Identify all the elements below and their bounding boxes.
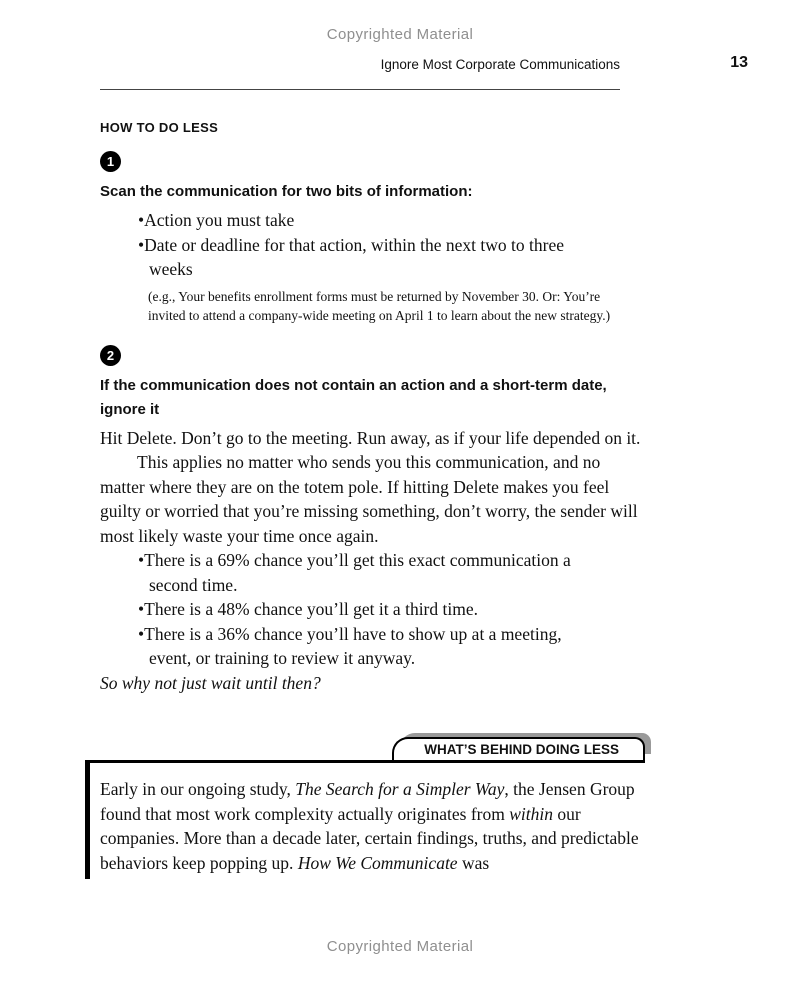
callout-paragraph-segment: was <box>457 852 490 873</box>
step-2-bullet-1 <box>138 548 608 597</box>
copyright-notice-bottom: Copyrighted Material <box>326 938 474 955</box>
step-2-bullet-3-text: There is a 36% chance you’ll have to show up at a meeting, event, or training to review it anyway. <box>144 623 562 668</box>
step-2-bullet-2-text: There is a 48% chance you’ll get it a third time. <box>144 599 478 619</box>
step-1-title: Scan the communication for two bits of information: <box>100 183 473 200</box>
bullet-marker: • <box>138 623 145 644</box>
step-1-bullet-1 <box>138 208 608 233</box>
callout-paragraph-segment: our companies. More than a decade later, certain findings, truths, and predictable behaviors keep popping up. <box>100 803 639 873</box>
callout-tab-label: WHAT’S BEHIND DOING LESS <box>424 742 619 757</box>
section-heading-how-to-do-less: HOW TO DO LESS <box>100 120 219 135</box>
main-content <box>100 120 660 879</box>
step-1-example-note: (e.g., Your benefits enrollment forms must be returned by November 30. Or: You’re invited to attend a company-wide meeting on April 1 to learn about the new strategy.) <box>148 288 611 323</box>
step-2-closing-question: So why not just wait until then? <box>100 672 321 693</box>
header-rule <box>100 89 620 90</box>
running-header-title: Ignore Most Corporate Communications <box>380 57 620 72</box>
callout-paragraph-segment: Early in our ongoing study, <box>100 779 296 799</box>
step-1-bullet-2 <box>138 233 608 282</box>
step-2-number: 2 <box>106 347 115 363</box>
callout-paragraph-segment: , the Jensen Group found that most work complexity actually originates from <box>100 779 635 824</box>
step-2-bullet-1-text: There is a 69% chance you’ll get this exact communication a second time. <box>144 550 571 595</box>
bullet-marker: • <box>138 599 145 619</box>
callout-tab <box>392 737 645 760</box>
step-2-bullet-3 <box>138 622 608 671</box>
copyright-notice-top: Copyrighted Material <box>326 26 474 43</box>
book-title-italic: The Search for a Simpler Way <box>295 779 505 799</box>
step-1-bullet-2-text: Date or deadline for that action, within the next two to three weeks <box>144 234 565 279</box>
step-1-badge <box>100 151 121 172</box>
bullet-marker: • <box>138 234 145 255</box>
study-title-italic: How We Communicate <box>297 852 458 873</box>
bullet-marker: • <box>138 210 145 230</box>
emphasis-italic: within <box>509 803 553 824</box>
step-2-bullet-2 <box>138 597 608 622</box>
page-number: 13 <box>730 54 748 71</box>
bullet-marker: • <box>138 550 145 570</box>
step-1-bullet-1-text: Action you must take <box>144 210 295 230</box>
callout-body <box>85 763 645 879</box>
callout-tab-row <box>85 737 645 763</box>
step-2-paragraph-2: This applies no matter who sends you this communication, and no matter where they are on the totem pole. If hitting Delete makes you feel guilty or worried that you’re missing something, don’t worry, the sender will most likely waste your time once again. <box>100 452 638 546</box>
step-2-badge <box>100 345 121 366</box>
step-2-title: If the communication does not contain an action and a short-term date, ignore it <box>100 376 607 418</box>
callout-paragraph <box>100 777 648 875</box>
whats-behind-callout <box>85 737 645 879</box>
step-1-number: 1 <box>106 154 115 169</box>
step-2-paragraph-1: Hit Delete. Don’t go to the meeting. Run away, as if your life depended on it. <box>100 427 641 448</box>
